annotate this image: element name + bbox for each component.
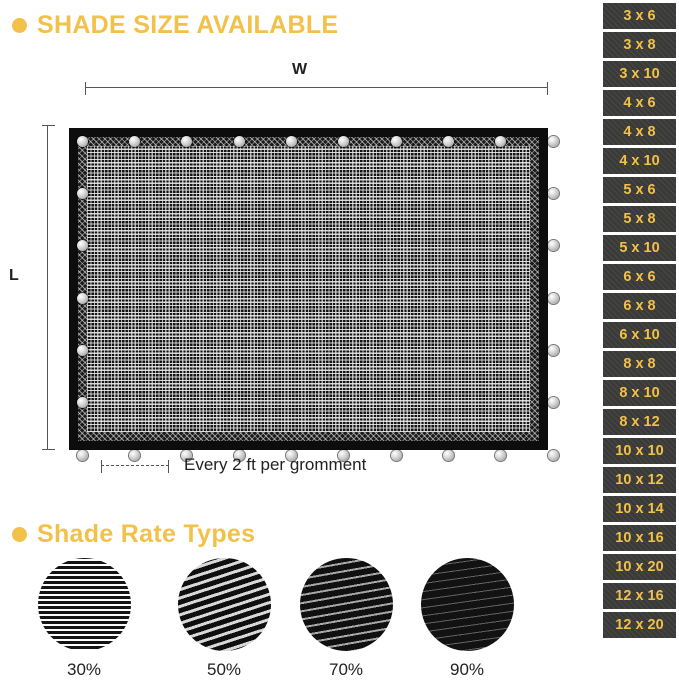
grommet-icon bbox=[391, 450, 402, 461]
size-option-chip[interactable]: 6 x 6 bbox=[603, 264, 676, 290]
shade-rate-item bbox=[407, 558, 527, 680]
grommet-icon bbox=[77, 136, 88, 147]
size-option-chip[interactable]: 4 x 6 bbox=[603, 90, 676, 116]
grommet-icon bbox=[77, 345, 88, 356]
grommet-icon bbox=[77, 188, 88, 199]
grommet-icon bbox=[548, 397, 559, 408]
shade-rate-label: 90% bbox=[449, 660, 485, 679]
mesh-fabric-texture bbox=[87, 146, 530, 432]
grommet-icon bbox=[77, 293, 88, 304]
size-option-chip[interactable]: 10 x 12 bbox=[603, 467, 676, 493]
shade-rate-label: 50% bbox=[206, 660, 242, 679]
grommet-icon bbox=[77, 450, 88, 461]
grommet-icon bbox=[77, 397, 88, 408]
shade-size-heading bbox=[12, 11, 338, 40]
grommet-icon bbox=[129, 450, 140, 461]
shade-rate-swatch bbox=[421, 558, 514, 651]
size-option-chip[interactable]: 10 x 20 bbox=[603, 554, 676, 580]
shade-rate-swatch bbox=[178, 558, 271, 651]
grommet-icon bbox=[443, 136, 454, 147]
size-option-chip[interactable]: 8 x 10 bbox=[603, 380, 676, 406]
size-option-chip[interactable]: 5 x 6 bbox=[603, 177, 676, 203]
shade-rate-swatch bbox=[300, 558, 393, 651]
shade-rate-heading bbox=[12, 520, 255, 549]
shade-rate-heading-text: Shade Rate Types bbox=[37, 520, 256, 548]
size-option-chip[interactable]: 10 x 16 bbox=[603, 525, 676, 551]
size-option-chip[interactable]: 12 x 16 bbox=[603, 583, 676, 609]
shade-size-heading-text: SHADE SIZE AVAILABLE bbox=[37, 11, 339, 39]
shade-rate-item bbox=[286, 558, 406, 680]
grommet-icon bbox=[181, 136, 192, 147]
grommet-icon bbox=[77, 240, 88, 251]
bullet-icon bbox=[12, 18, 27, 33]
shade-rate-item bbox=[24, 558, 144, 680]
shade-rate-label: 30% bbox=[66, 660, 102, 679]
bullet-icon bbox=[12, 527, 27, 542]
grommet-icon bbox=[338, 136, 349, 147]
shade-rate-swatch bbox=[38, 558, 131, 651]
shade-rate-swatch-group bbox=[24, 558, 584, 693]
grommet-icon bbox=[495, 450, 506, 461]
shade-cloth-illustration bbox=[69, 128, 548, 450]
shade-rate-label: 70% bbox=[328, 660, 364, 679]
tarp-dimension-diagram bbox=[0, 55, 600, 505]
grommet-spacing-note: Every 2 ft per gromment bbox=[184, 455, 367, 474]
grommet-icon bbox=[391, 136, 402, 147]
size-option-chip[interactable]: 10 x 14 bbox=[603, 496, 676, 522]
size-option-chip[interactable]: 5 x 8 bbox=[603, 206, 676, 232]
grommet-icon bbox=[548, 345, 559, 356]
grommet-icon bbox=[234, 136, 245, 147]
size-option-chip[interactable]: 10 x 10 bbox=[603, 438, 676, 464]
size-option-chip[interactable]: 8 x 8 bbox=[603, 351, 676, 377]
grommet-spacing-measure bbox=[101, 465, 169, 467]
size-option-chip[interactable]: 3 x 6 bbox=[603, 3, 676, 29]
length-label: L bbox=[9, 267, 19, 284]
width-label: W bbox=[292, 61, 308, 78]
size-option-chip[interactable]: 3 x 8 bbox=[603, 32, 676, 58]
width-measure-line bbox=[85, 87, 548, 89]
shade-rate-item bbox=[164, 558, 284, 680]
grommet-icon bbox=[443, 450, 454, 461]
grommet-icon bbox=[548, 240, 559, 251]
grommet-icon bbox=[548, 293, 559, 304]
size-option-chip[interactable]: 6 x 8 bbox=[603, 293, 676, 319]
grommet-icon bbox=[548, 450, 559, 461]
size-option-chip[interactable]: 5 x 10 bbox=[603, 235, 676, 261]
size-option-chip[interactable]: 8 x 12 bbox=[603, 409, 676, 435]
grommet-icon bbox=[286, 136, 297, 147]
grommet-icon bbox=[129, 136, 140, 147]
size-option-chip[interactable]: 3 x 10 bbox=[603, 61, 676, 87]
size-option-chip[interactable]: 6 x 10 bbox=[603, 322, 676, 348]
size-option-chip[interactable]: 12 x 20 bbox=[603, 612, 676, 638]
grommet-icon bbox=[548, 188, 559, 199]
grommet-icon bbox=[548, 136, 559, 147]
size-option-chip[interactable]: 4 x 10 bbox=[603, 148, 676, 174]
size-option-chip[interactable]: 4 x 8 bbox=[603, 119, 676, 145]
grommet-icon bbox=[495, 136, 506, 147]
available-size-list bbox=[600, 0, 679, 698]
length-measure-line bbox=[47, 125, 49, 450]
